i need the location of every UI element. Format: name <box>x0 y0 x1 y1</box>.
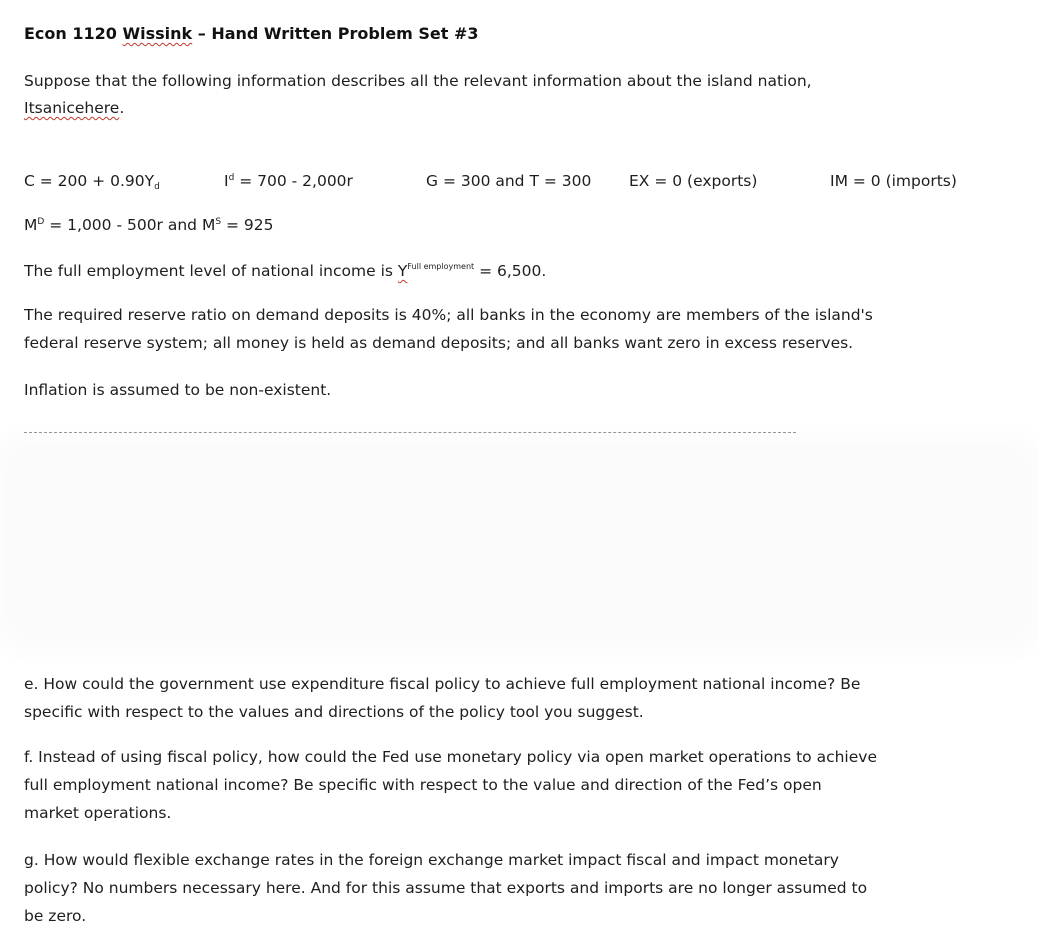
md-sup: D <box>37 217 45 227</box>
intro-period: . <box>119 99 125 117</box>
investment-equation <box>224 172 353 190</box>
question-f-line-2: full employment national income? Be specific with respect to the value and direction of the Fed’s open <box>24 776 822 794</box>
investment-sup: d <box>228 173 235 183</box>
ms-sup: S <box>215 217 222 227</box>
question-g-line-1: g. How would flexible exchange rates in the foreign exchange market impact fiscal and impact monetary <box>24 851 839 869</box>
question-f-line-3: market operations. <box>24 804 172 822</box>
reserve-line-1: The required reserve ratio on demand deposits is 40%; all banks in the economy are members of the island's <box>24 306 873 324</box>
question-e-line-2: specific with respect to the values and directions of the policy tool you suggest. <box>24 703 644 721</box>
full-employment-line <box>24 262 546 280</box>
intro-line-1: Suppose that the following information describes all the relevant information about the island nation, <box>24 72 812 90</box>
full-employment-y: Y <box>397 262 408 280</box>
dashed-divider <box>24 432 796 433</box>
md-rhs: = 1,000 - 500r and M <box>44 216 216 234</box>
consumption-equation <box>24 172 160 192</box>
consumption-sub: d <box>154 182 160 192</box>
consumption-lhs: C = 200 + 0.90Y <box>24 172 155 190</box>
nation-name: Itsanicehere <box>24 99 120 117</box>
government-equation: G = 300 and T = 300 <box>426 172 592 190</box>
full-employment-sup: Full employment <box>407 262 475 271</box>
title-prefix: Econ 1120 <box>24 24 123 43</box>
question-f-line-1: f. Instead of using fiscal policy, how could the Fed use monetary policy via open market operations to achieve <box>24 748 877 766</box>
md-base: M <box>24 216 38 234</box>
intro-line-2 <box>24 99 124 117</box>
reserve-line-2: federal reserve system; all money is held as demand deposits; and all banks want zero in excess reserves. <box>24 334 854 352</box>
question-g-line-3: be zero. <box>24 907 87 925</box>
full-employment-suffix: = 6,500. <box>474 262 547 280</box>
investment-base: I <box>224 172 229 190</box>
title-name: Wissink <box>122 24 193 43</box>
imports-equation: IM = 0 (imports) <box>830 172 957 190</box>
inflation-line: Inflation is assumed to be non-existent. <box>24 381 332 399</box>
money-equation <box>24 216 273 234</box>
page-title <box>24 24 479 43</box>
ms-rhs: = 925 <box>221 216 274 234</box>
investment-rhs: = 700 - 2,000r <box>234 172 353 190</box>
title-suffix: – Hand Written Problem Set #3 <box>192 24 479 43</box>
redacted-area <box>8 448 1030 638</box>
full-employment-prefix: The full employment level of national income is <box>24 262 398 280</box>
question-g-line-2: policy? No numbers necessary here. And for this assume that exports and imports are no longer assumed to <box>24 879 868 897</box>
question-e-line-1: e. How could the government use expenditure fiscal policy to achieve full employment national income? Be <box>24 675 861 693</box>
exports-equation: EX = 0 (exports) <box>629 172 758 190</box>
